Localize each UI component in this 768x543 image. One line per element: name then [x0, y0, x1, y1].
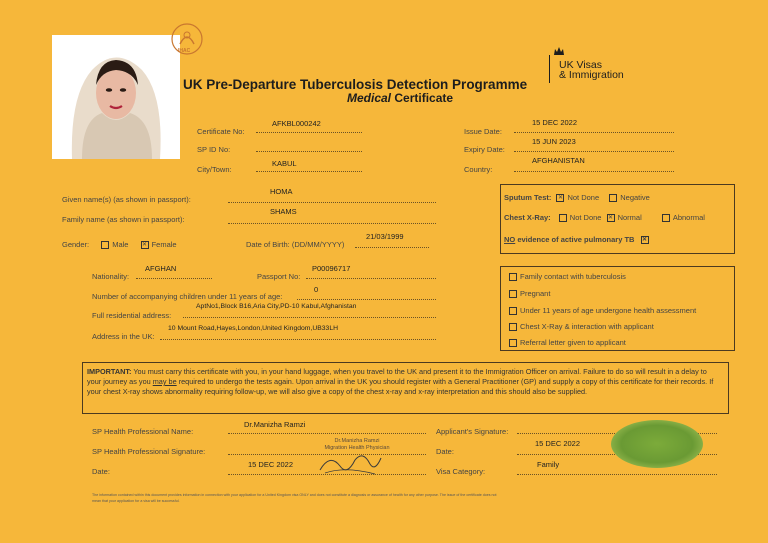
issue-date-value: 15 DEC 2022: [532, 118, 578, 127]
uk-address-value: 10 Mount Road,Hayes,London,United Kingdom,UB33LH: [168, 325, 339, 332]
family-name-value: SHAMS: [270, 207, 297, 216]
address-line: [183, 316, 436, 318]
male-label: Male: [112, 240, 129, 249]
important-notice: [87, 367, 723, 397]
country-value: AFGHANISTAN: [532, 156, 585, 165]
no-evidence-prefix: NO: [504, 235, 516, 244]
xray-normal-label: Normal: [617, 213, 642, 222]
xray-normal-checkbox[interactable]: [607, 214, 615, 222]
issue-date-label: Issue Date:: [464, 127, 502, 136]
sp-signature-label: SP Health Professional Signature:: [92, 447, 206, 456]
expiry-date-value: 15 JUN 2023: [532, 137, 576, 146]
address-label: Full residential address:: [92, 311, 172, 320]
sputum-label: Sputum Test:: [504, 193, 552, 202]
flag-label: Family contact with tuberculosis: [520, 272, 626, 281]
xray-label: Chest X-Ray:: [504, 213, 551, 222]
applicant-photo: [52, 35, 180, 159]
date-label: Date:: [92, 467, 110, 476]
ukvi-line-1: UK Visas: [559, 59, 602, 71]
important-label: IMPORTANT:: [87, 367, 132, 376]
flag-item: [506, 338, 626, 348]
footer-line-2: mean that your application for a visa will be successful.: [92, 499, 180, 503]
female-checkbox[interactable]: [141, 241, 149, 249]
flag-checkbox[interactable]: [509, 290, 517, 298]
uk-address-line: [160, 338, 436, 340]
title-rest: Certificate: [394, 91, 454, 105]
uk-address-label: Address in the UK:: [92, 332, 155, 341]
sputum-not-done-checkbox[interactable]: [556, 194, 564, 202]
sputum-row: [504, 193, 650, 203]
flag-item: [506, 306, 696, 316]
xray-abnormal-label: Abnormal: [672, 213, 705, 222]
issue-date-line: [514, 131, 674, 133]
visa-category-value: Family: [537, 460, 560, 469]
flag-item: [506, 272, 626, 282]
sp-id-line: [256, 150, 362, 152]
visa-category-line: [517, 473, 717, 475]
sputum-negative-label: Negative: [620, 193, 650, 202]
nationality-value: AFGHAN: [145, 264, 177, 273]
flag-checkbox[interactable]: [509, 339, 517, 347]
expiry-date-line: [514, 150, 674, 152]
title-italic: Medical: [347, 91, 392, 105]
stamp-line-2: Migration Health Physician: [324, 445, 390, 451]
city-line: [256, 170, 362, 172]
ukvi-line-2: & Immigration: [559, 69, 624, 81]
flag-label: Pregnant: [520, 289, 551, 298]
passport-value: P00096717: [312, 264, 351, 273]
flag-label: Referral letter given to applicant: [520, 338, 626, 347]
xray-not-done-label: Not Done: [569, 213, 602, 222]
male-checkbox[interactable]: [101, 241, 109, 249]
sp-name-value: Dr.Manizha Ramzi: [244, 420, 306, 429]
xray-abnormal-checkbox[interactable]: [662, 214, 670, 222]
logo-text: IHAC: [178, 48, 191, 54]
country-label: Country:: [464, 165, 493, 174]
title-line-1: UK Pre-Departure Tuberculosis Detection Programme: [183, 77, 528, 92]
dob-value: 21/03/1999: [366, 232, 404, 241]
expiry-date-label: Expiry Date:: [464, 145, 505, 154]
flag-item: [506, 289, 550, 299]
flag-item: [506, 322, 654, 332]
family-name-label: Family name (as shown in passport):: [62, 215, 185, 224]
nationality-label: Nationality:: [92, 272, 130, 281]
sputum-negative-checkbox[interactable]: [609, 194, 617, 202]
applicant-date-value: 15 DEC 2022: [535, 439, 581, 448]
dob-label: Date of Birth: (DD/MM/YYYY): [246, 240, 345, 249]
xray-not-done-checkbox[interactable]: [559, 214, 567, 222]
certificate-no-label: Certificate No:: [197, 127, 245, 136]
children-line: [297, 298, 436, 300]
notice-text-2: required to undergo the tests again. Upon arrival in the UK you should register with a General Practitioner (GP) and supply a copy of this certificate for their records. If your chest X-ray shows abnormality requiring follow-up, we will also give a copy of the chest x-ray and x-ray interpretation and this should also be supplied.: [87, 377, 714, 396]
female-label: Female: [151, 240, 177, 249]
notice-text-1: You must carry this certificate with you, in your hand luggage, when you travel to the UK and present it to the Immigration Officer on arrival. Failure to do so will result in a delay to your journey as you: [87, 367, 707, 386]
applicant-signature-label: Applicant's Signature:: [436, 427, 509, 436]
given-name-line: [228, 201, 436, 203]
passport-label: Passport No:: [257, 272, 301, 281]
flag-checkbox[interactable]: [509, 323, 517, 331]
thumbprint-stamp: [611, 420, 703, 468]
family-name-line: [228, 222, 436, 224]
no-evidence-row: [504, 235, 652, 245]
xray-row: [504, 213, 705, 223]
gender-row: [62, 240, 177, 250]
ukvi-logo-text: [559, 60, 624, 80]
ukvi-divider: [549, 55, 550, 83]
applicant-date-label: Date:: [436, 447, 454, 456]
country-line: [514, 170, 674, 172]
no-evidence-text: evidence of active pulmonary TB: [517, 235, 635, 244]
passport-line: [306, 277, 436, 279]
date-line: [228, 473, 426, 475]
flag-checkbox[interactable]: [509, 307, 517, 315]
sp-name-line: [228, 432, 426, 434]
nationality-line: [136, 277, 212, 279]
given-name-value: HOMA: [270, 187, 293, 196]
certificate-no-line: [256, 131, 362, 133]
flag-label: Chest X-Ray & interaction with applicant: [520, 322, 654, 331]
no-evidence-checkbox[interactable]: [641, 236, 649, 244]
flag-checkbox[interactable]: [509, 273, 517, 281]
visa-category-label: Visa Category:: [436, 467, 486, 476]
sp-name-label: SP Health Professional Name:: [92, 427, 194, 436]
flag-label: Under 11 years of age undergone health assessment: [520, 306, 697, 315]
notice-underlined: may be: [152, 377, 177, 386]
address-value: AptNo1,Block B16,Aria City,PD-10 Kabul,Afghanistan: [196, 303, 357, 310]
ihac-logo: [170, 22, 204, 56]
dob-line: [355, 246, 429, 248]
title-line-2: [347, 91, 453, 105]
children-label: Number of accompanying children under 11 years of age:: [92, 292, 283, 301]
date-value: 15 DEC 2022: [248, 460, 294, 469]
sp-id-label: SP ID No:: [197, 145, 231, 154]
gender-label: Gender:: [62, 240, 90, 249]
children-value: 0: [314, 285, 319, 294]
city-label: City/Town:: [197, 165, 232, 174]
sputum-not-done-label: Not Done: [567, 193, 600, 202]
stamp-line-1: Dr.Manizha Ramzi: [334, 438, 380, 444]
city-value: KABUL: [272, 159, 297, 168]
certificate-no-value: AFKBL000242: [272, 119, 321, 128]
given-name-label: Given name(s) (as shown in passport):: [62, 195, 191, 204]
footer-line-1: The information contained within this document provides information in connection with your application for a United Kingdom visa ONLY and does not constitute a diagnosis or assurance of health for any other purpose. The issue of the certificate does not: [92, 493, 497, 497]
